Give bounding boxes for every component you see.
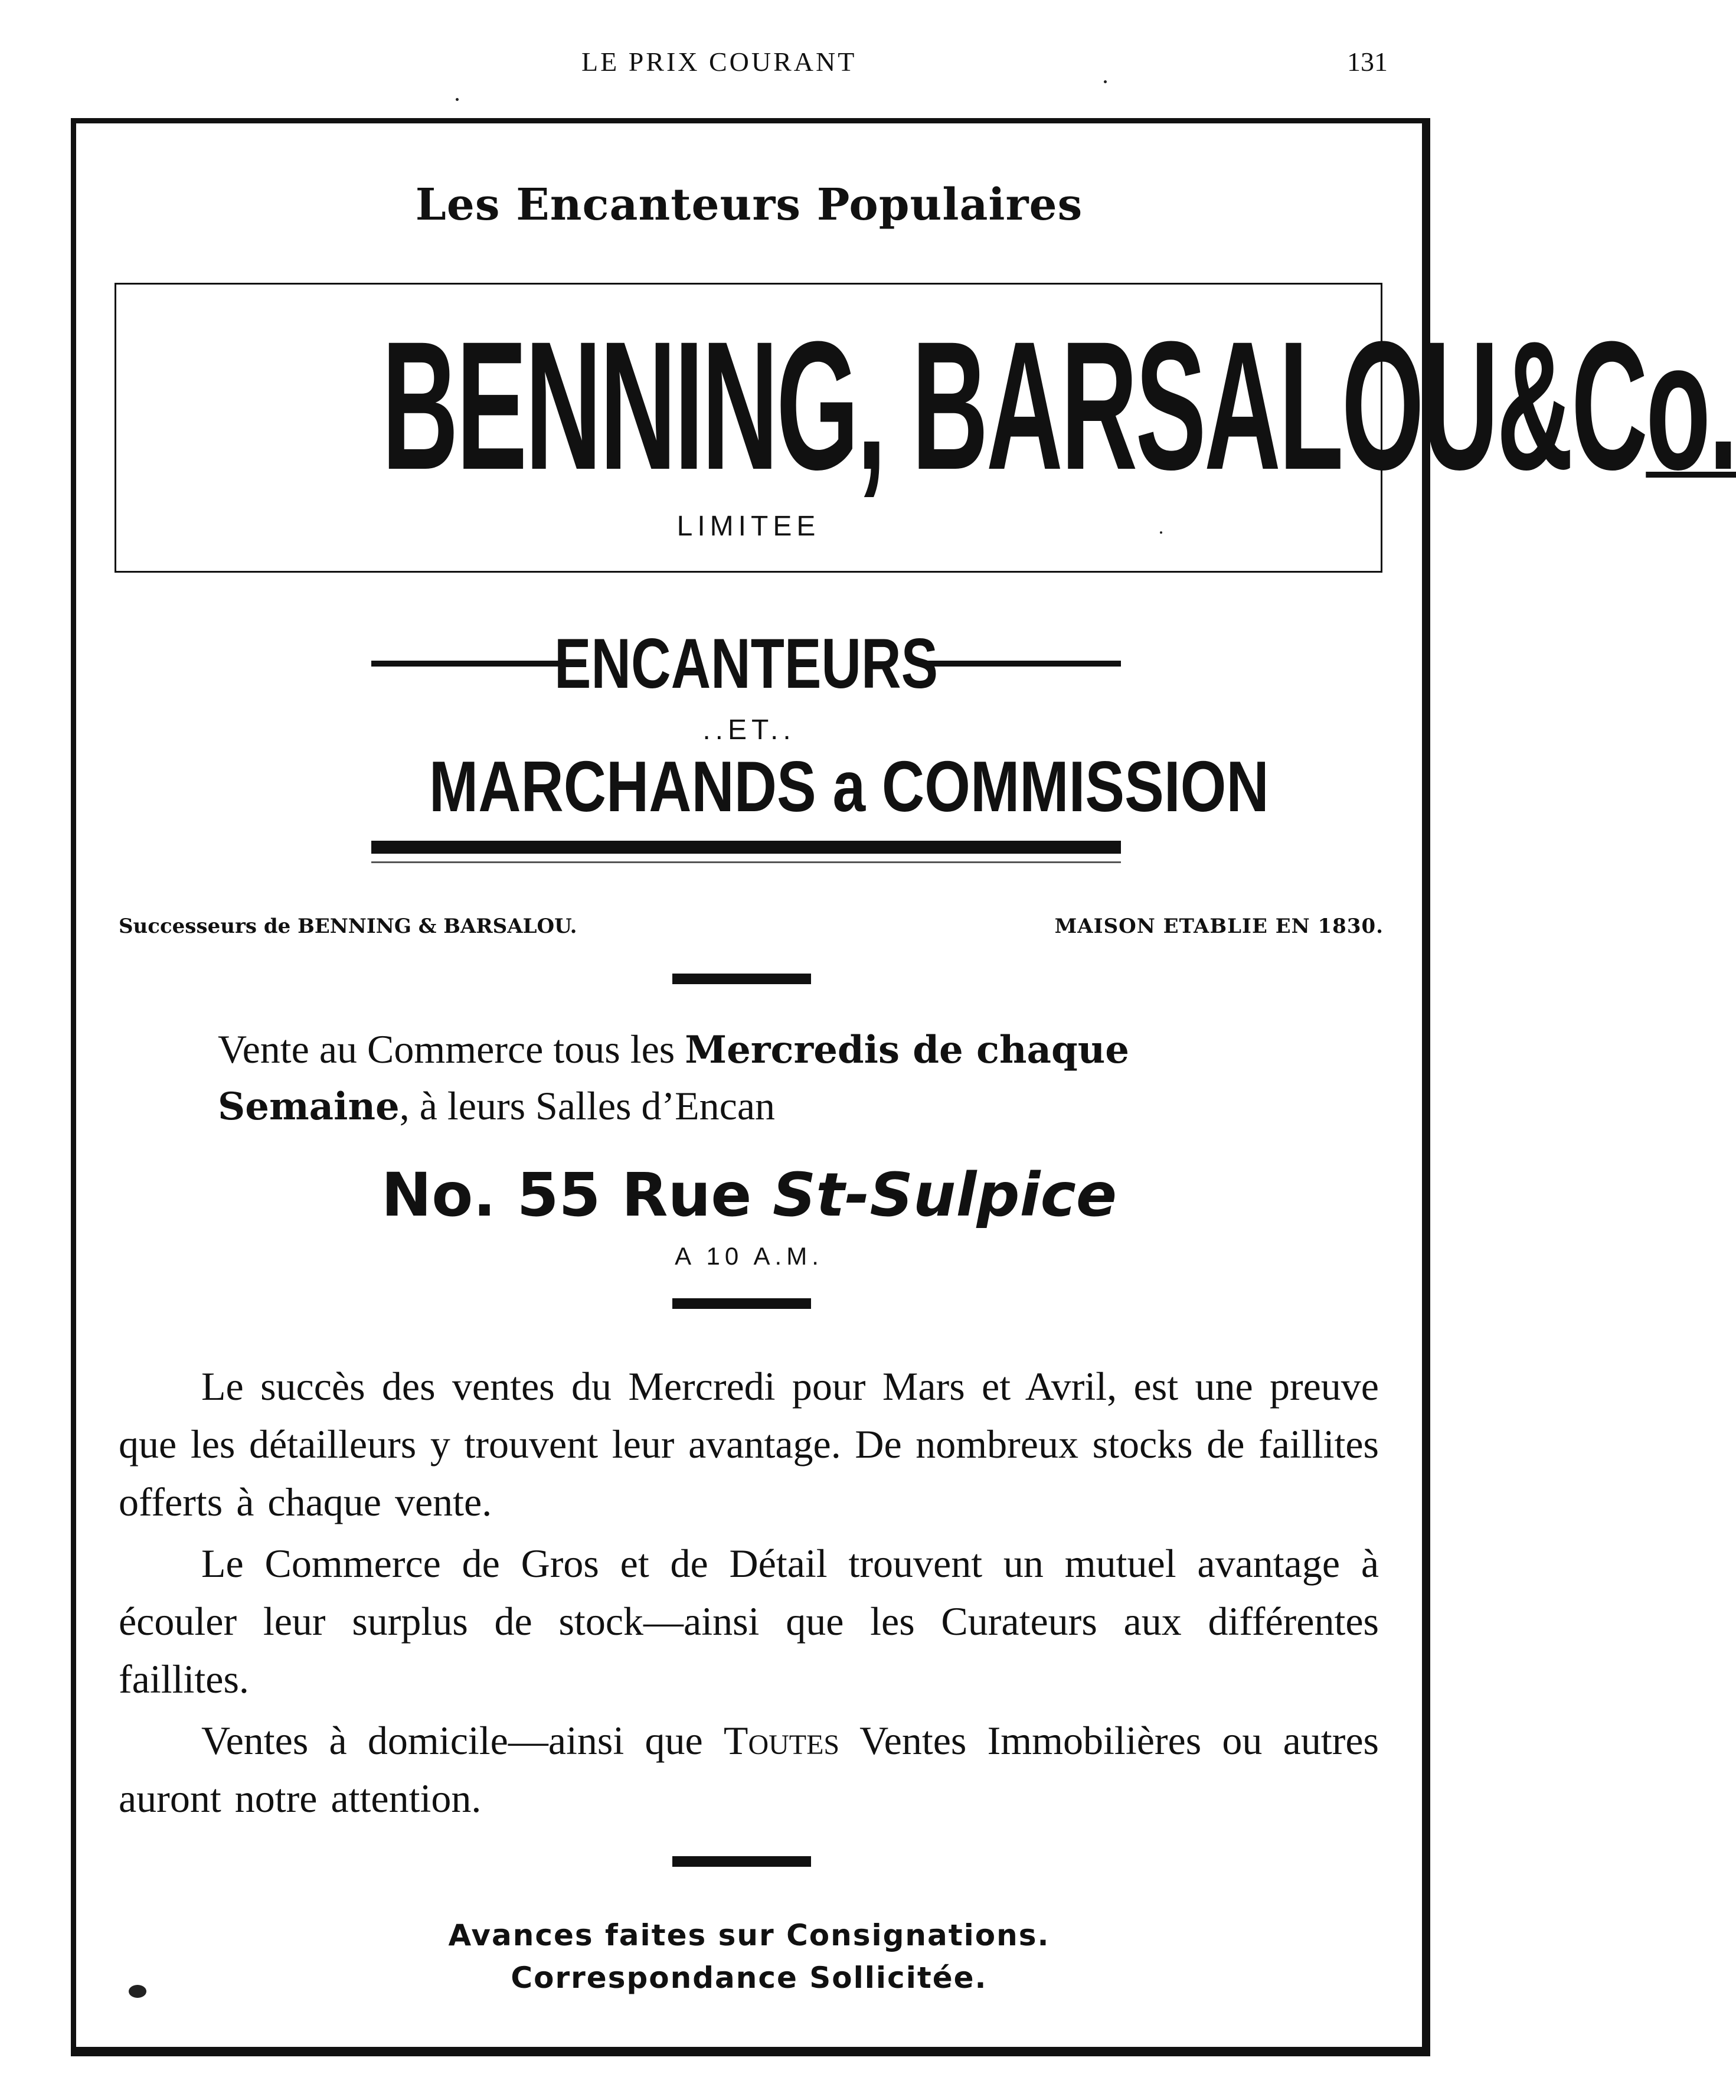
company-logo-box <box>115 283 1736 573</box>
paragraph-3-text-a: Ventes à domicile—ainsi que <box>201 1718 724 1763</box>
paragraph-3 <box>119 1712 1379 1827</box>
thin-divider <box>371 861 1121 863</box>
logo-limitee: LIMITEE <box>676 511 820 542</box>
address-street: St-Sulpice <box>772 1160 1117 1230</box>
footer-line-2: Correspondance Sollicitée. <box>511 1961 988 1995</box>
journal-title: LE PRIX COURANT <box>581 47 857 77</box>
address-prefix: No. 55 Rue <box>381 1160 773 1230</box>
successeurs-note: Successeurs de BENNING & BARSALOU. <box>119 915 577 938</box>
ink-speck <box>1160 531 1162 534</box>
running-head <box>0 46 1493 81</box>
marchands-heading: MARCHANDS a COMMISSION <box>429 746 1269 827</box>
vente-line-1 <box>218 1021 1339 1079</box>
vente-emphasis-semaine: Semaine <box>218 1085 400 1129</box>
short-divider <box>672 974 811 984</box>
thick-divider <box>371 841 1121 854</box>
ink-blot <box>129 1985 146 1998</box>
vente-text: Vente au Commerce tous les <box>218 1027 685 1072</box>
logo-co-o: o. <box>1646 303 1736 508</box>
advertisement-frame <box>71 118 1736 2056</box>
paragraph-3-text-b: Ventes Immobilières ou autres auront notre attention. <box>119 1718 1379 1821</box>
logo-ampersand: & <box>1496 303 1571 508</box>
body-text <box>119 1357 1379 1831</box>
short-divider <box>672 1856 811 1867</box>
maison-etablie-note: MAISON ETABLIE EN 1830. <box>1054 915 1384 938</box>
ink-speck <box>1104 80 1107 83</box>
vente-line-2 <box>218 1077 1339 1135</box>
paragraph-3-smallcaps: Toutes <box>723 1718 840 1763</box>
ad-heading: Les Encanteurs Populaires <box>415 179 1083 230</box>
logo-co: C <box>1571 303 1646 508</box>
auction-time: A 10 A.M. <box>675 1242 823 1270</box>
encanteurs-heading: ENCANTEURS <box>554 624 939 703</box>
encanteurs-row <box>371 624 1121 703</box>
ink-speck <box>456 98 459 101</box>
vente-text-salles: , à leurs Salles d’Encan <box>399 1083 776 1128</box>
paragraph-2: Le Commerce de Gros et de Détail trouvent un mutuel avantage à écouler leur surplus de stock—ainsi que les Curateurs aux différentes faillites. <box>119 1541 1379 1701</box>
logo-name-main: BENNING, BARSALOU <box>381 303 1497 508</box>
vente-emphasis: Mercredis de chaque <box>685 1028 1130 1072</box>
auction-address <box>76 1160 1422 1231</box>
short-divider <box>672 1298 811 1309</box>
footer-line-1: Avances faites sur Consignations. <box>448 1918 1050 1952</box>
company-logo <box>381 303 1736 508</box>
paragraph-1: Le succès des ventes du Mercredi pour Mars et Avril, est une preuve que les détailleurs y trouvent leur avantage. De nombreux stocks de faillites offerts à chaque vente. <box>119 1364 1379 1524</box>
et-connector: ..ET.. <box>702 714 796 746</box>
page-number: 131 <box>1347 47 1388 77</box>
